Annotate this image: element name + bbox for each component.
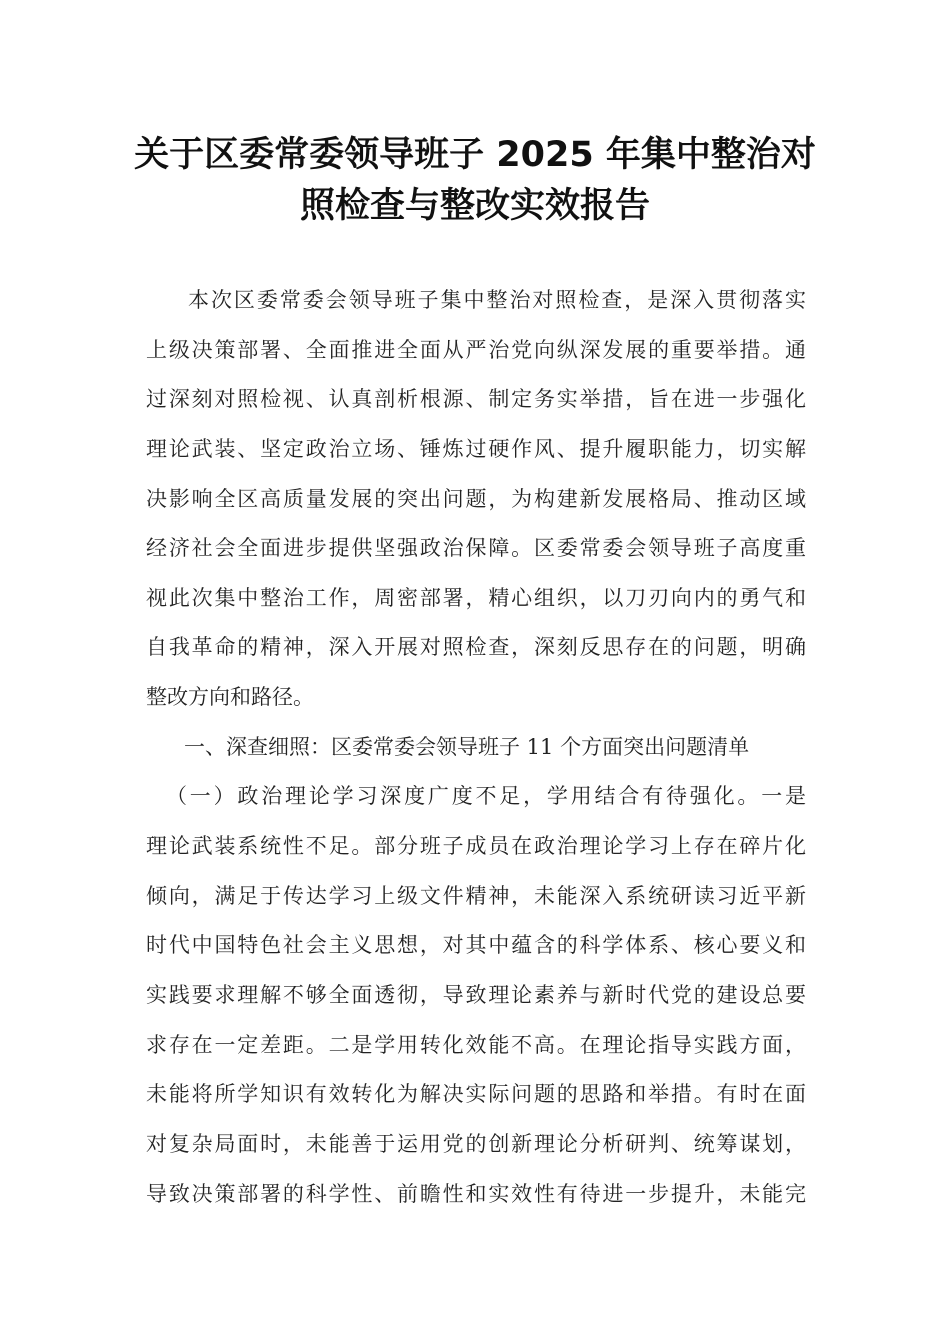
body-line: 实践要求理解不够全面透彻，导致理论素养与新时代党的建设总要 bbox=[146, 982, 806, 1007]
body-line: 经济社会全面进步提供坚强政治保障。区委常委会领导班子高度重 bbox=[146, 536, 806, 561]
body-line: 倾向，满足于传达学习上级文件精神，未能深入系统研读习近平新 bbox=[146, 883, 806, 908]
body-line: 本次区委常委会领导班子集中整治对照检查，是深入贯彻落实 bbox=[188, 288, 806, 312]
body-line: 视此次集中整治工作，周密部署，精心组织，以刀刃向内的勇气和 bbox=[146, 585, 806, 610]
document-body bbox=[146, 276, 806, 1219]
body-line: 时代中国特色社会主义思想，对其中蕴含的科学体系、核心要义和 bbox=[146, 933, 806, 958]
section-heading: 一、深查细照：区委常委会领导班子 11 个方面突出问题清单 bbox=[184, 734, 750, 759]
body-line: 过深刻对照检视、认真剖析根源、制定务实举措，旨在进一步强化 bbox=[146, 387, 806, 412]
body-line: 求存在一定差距。二是学用转化效能不高。在理论指导实践方面， bbox=[146, 1032, 806, 1057]
body-line: 决影响全区高质量发展的突出问题，为构建新发展格局、推动区域 bbox=[146, 486, 806, 511]
document-title-line-1: 关于区委常委领导班子 2025 年集中整治对 bbox=[134, 135, 816, 175]
body-line: 未能将所学知识有效转化为解决实际问题的思路和举措。有时在面 bbox=[146, 1082, 806, 1107]
subsection-heading: （一）政治理论学习深度广度不足，学用结合有待强化。一是 bbox=[166, 784, 806, 809]
body-line: 整改方向和路径。 bbox=[146, 685, 314, 710]
body-line: 上级决策部署、全面推进全面从严治党向纵深发展的重要举措。通 bbox=[146, 337, 806, 362]
body-line: 理论武装系统性不足。部分班子成员在政治理论学习上存在碎片化 bbox=[146, 834, 806, 859]
body-line: 对复杂局面时，未能善于运用党的创新理论分析研判、统筹谋划， bbox=[146, 1131, 806, 1156]
body-line: 理论武装、坚定政治立场、锤炼过硬作风、提升履职能力，切实解 bbox=[146, 436, 806, 461]
body-line: 导致决策部署的科学性、前瞻性和实效性有待进一步提升，未能完 bbox=[146, 1181, 806, 1206]
document-title-line-2: 照检查与整改实效报告 bbox=[299, 186, 650, 226]
body-line: 自我革命的精神，深入开展对照检查，深刻反思存在的问题，明确 bbox=[146, 635, 806, 660]
